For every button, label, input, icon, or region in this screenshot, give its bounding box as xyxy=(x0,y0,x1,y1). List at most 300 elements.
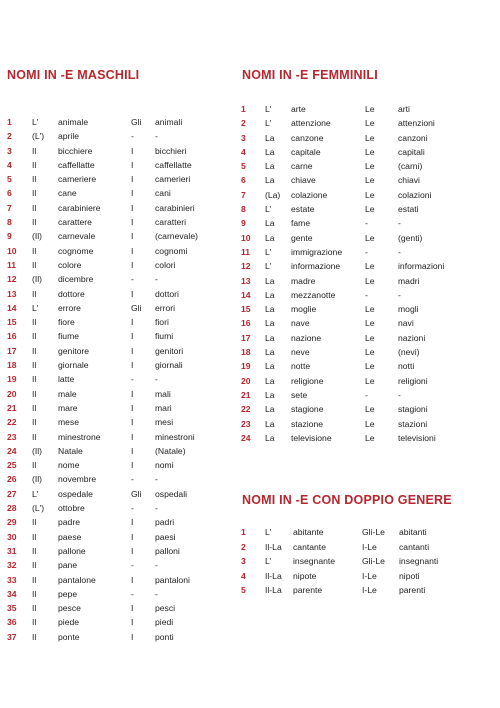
word-article: La xyxy=(265,347,275,358)
word-singular: colore xyxy=(58,259,82,270)
word-article: L' xyxy=(32,488,39,499)
word-number: 17 xyxy=(7,345,17,356)
word-plural-article: Le xyxy=(365,347,375,358)
word-plural: televisioni xyxy=(398,432,436,443)
word-plural-article: Gli xyxy=(131,302,142,313)
word-article: La xyxy=(265,432,275,443)
word-number: 18 xyxy=(241,347,251,358)
word-singular: animale xyxy=(58,117,89,127)
word-singular: cameriere xyxy=(58,174,97,185)
word-plural: mali xyxy=(155,388,171,399)
word-plural-article: I xyxy=(131,517,134,528)
word-singular: mese xyxy=(58,417,80,428)
word-article: Il xyxy=(32,617,37,628)
word-number: 34 xyxy=(7,588,17,599)
word-article: Il xyxy=(32,545,37,556)
word-number: 27 xyxy=(7,488,17,499)
word-plural-article: I xyxy=(131,259,134,270)
word-singular: colazione xyxy=(291,189,328,200)
word-singular: canzone xyxy=(291,132,324,143)
word-article: La xyxy=(265,161,275,172)
word-plural: - xyxy=(155,560,158,571)
word-singular: cantante xyxy=(293,541,326,552)
word-plural: nomi xyxy=(155,460,174,471)
word-plural-article: Gli-Le xyxy=(362,556,385,567)
word-singular: informazione xyxy=(291,261,341,272)
word-number: 36 xyxy=(7,617,17,628)
word-plural-article: - xyxy=(131,588,134,599)
word-singular: errore xyxy=(58,302,81,313)
word-article: L' xyxy=(265,118,272,129)
word-article: Il xyxy=(32,574,37,585)
word-plural: - xyxy=(398,389,401,400)
word-singular: ponte xyxy=(58,631,80,642)
word-plural: estati xyxy=(398,204,419,215)
word-singular: bicchiere xyxy=(58,145,93,156)
word-number: 10 xyxy=(7,245,17,256)
word-plural-article: I xyxy=(131,360,134,371)
word-article: La xyxy=(265,404,275,415)
word-article: La xyxy=(265,275,275,286)
word-plural-article: Le xyxy=(365,118,375,129)
word-article: Il xyxy=(32,531,37,542)
word-plural: animali xyxy=(155,117,183,127)
word-plural-article: - xyxy=(131,474,134,485)
word-plural: (Natale) xyxy=(155,445,186,456)
word-plural-article: Le xyxy=(365,161,375,172)
word-plural: - xyxy=(155,374,158,385)
word-number: 4 xyxy=(241,146,246,157)
word-singular: stazione xyxy=(291,418,324,429)
word-article: Il xyxy=(32,360,37,371)
word-plural-article: I xyxy=(131,245,134,256)
word-article: (L') xyxy=(32,131,45,142)
word-plural-article: Gli xyxy=(131,488,142,499)
word-article: La xyxy=(265,146,275,157)
word-singular: madre xyxy=(291,275,316,286)
word-singular: attenzione xyxy=(291,118,331,129)
word-plural: genitori xyxy=(155,345,184,356)
word-plural: (nevi) xyxy=(398,347,420,358)
word-singular: fiume xyxy=(58,331,80,342)
word-singular: male xyxy=(58,388,77,399)
word-plural-article: - xyxy=(131,560,134,571)
word-singular: estate xyxy=(291,204,315,215)
word-number: 18 xyxy=(7,360,17,371)
word-singular: cognome xyxy=(58,245,94,256)
word-article: Il xyxy=(32,431,37,442)
word-number: 25 xyxy=(7,460,17,471)
word-plural: cognomi xyxy=(155,245,188,256)
word-singular: televisione xyxy=(291,432,332,443)
word-number: 19 xyxy=(7,374,17,385)
word-article: La xyxy=(265,132,275,143)
word-singular: pesce xyxy=(58,603,81,614)
word-article: La xyxy=(265,175,275,186)
word-plural-article: I xyxy=(131,402,134,413)
word-singular: piede xyxy=(58,617,80,628)
word-plural: mogli xyxy=(398,304,419,315)
word-singular: giornale xyxy=(58,360,89,371)
word-number: 14 xyxy=(241,289,251,300)
word-plural-article: I xyxy=(131,431,134,442)
word-plural-article: I xyxy=(131,231,134,242)
word-plural-article: Le xyxy=(365,361,375,372)
word-plural: - xyxy=(155,503,158,514)
word-number: 23 xyxy=(7,431,17,442)
word-number: 3 xyxy=(241,132,246,143)
word-article: Il xyxy=(32,245,37,256)
word-number: 3 xyxy=(7,145,12,156)
word-plural: - xyxy=(398,218,401,229)
word-article: L' xyxy=(265,104,272,114)
word-plural-article: I xyxy=(131,445,134,456)
word-number: 16 xyxy=(7,331,17,342)
word-singular: chiave xyxy=(291,175,316,186)
word-plural: cantanti xyxy=(399,541,430,552)
word-number: 37 xyxy=(7,631,17,642)
word-article: Il xyxy=(32,402,37,413)
word-plural-article: - xyxy=(131,274,134,285)
word-article: Il xyxy=(32,560,37,571)
word-plural: paesi xyxy=(155,531,176,542)
heading-nomi-maschili: NOMI IN -E MASCHILI xyxy=(7,68,140,82)
word-article: La xyxy=(265,318,275,329)
word-number: 2 xyxy=(7,131,12,142)
word-article: La xyxy=(265,389,275,400)
word-plural: mesi xyxy=(155,417,174,428)
word-plural: attenzioni xyxy=(398,118,435,129)
word-number: 21 xyxy=(241,389,251,400)
word-plural-article: I xyxy=(131,417,134,428)
word-article: La xyxy=(265,375,275,386)
word-number: 14 xyxy=(7,302,17,313)
word-singular: novembre xyxy=(58,474,97,485)
word-number: 9 xyxy=(241,218,246,229)
word-plural: ospedali xyxy=(155,488,188,499)
word-plural-article: I xyxy=(131,288,134,299)
word-singular: pepe xyxy=(58,588,78,599)
word-plural-article: I-Le xyxy=(362,585,377,596)
word-number: 5 xyxy=(241,161,246,172)
word-plural: - xyxy=(155,274,158,285)
word-plural-article: Le xyxy=(365,404,375,415)
word-plural: navi xyxy=(398,318,414,329)
word-article: Il xyxy=(32,217,37,228)
word-plural: arti xyxy=(398,104,410,114)
word-number: 20 xyxy=(7,388,17,399)
word-plural-article: I-Le xyxy=(362,541,377,552)
word-article: La xyxy=(265,361,275,372)
word-article: L' xyxy=(265,246,272,257)
word-plural: abitanti xyxy=(399,527,427,537)
word-singular: insegnante xyxy=(293,556,336,567)
word-article: Il xyxy=(32,188,37,199)
word-plural-article: Le xyxy=(365,132,375,143)
word-plural: notti xyxy=(398,361,415,372)
word-plural-article: Le xyxy=(365,204,375,215)
word-number: 2 xyxy=(241,118,246,129)
word-number: 12 xyxy=(241,261,251,272)
word-number: 6 xyxy=(241,175,246,186)
word-singular: carnevale xyxy=(58,231,96,242)
word-number: 10 xyxy=(241,232,251,243)
word-singular: fame xyxy=(291,218,311,229)
word-plural: pesci xyxy=(155,603,176,614)
word-singular: religione xyxy=(291,375,324,386)
word-plural: stagioni xyxy=(398,404,428,415)
word-singular: ospedale xyxy=(58,488,93,499)
word-singular: ottobre xyxy=(58,503,85,514)
word-plural-article: I xyxy=(131,145,134,156)
word-plural: fiori xyxy=(155,317,169,328)
word-article: L' xyxy=(265,261,272,272)
word-article: Il xyxy=(32,603,37,614)
word-singular: moglie xyxy=(291,304,317,315)
word-plural: capitali xyxy=(398,146,425,157)
word-number: 22 xyxy=(241,404,251,415)
word-article: Il xyxy=(32,631,37,642)
word-plural-article: I xyxy=(131,388,134,399)
word-plural: minestroni xyxy=(155,431,195,442)
word-singular: caffellatte xyxy=(58,159,95,170)
word-number: 5 xyxy=(7,174,12,185)
word-plural-article: Le xyxy=(365,146,375,157)
word-singular: pallone xyxy=(58,545,86,556)
word-singular: nave xyxy=(291,318,310,329)
word-number: 30 xyxy=(7,531,17,542)
word-plural: - xyxy=(155,588,158,599)
word-singular: carattere xyxy=(58,217,92,228)
word-plural: nipoti xyxy=(399,570,420,581)
word-number: 4 xyxy=(7,159,12,170)
word-plural: piedi xyxy=(155,617,174,628)
word-article: Il xyxy=(32,517,37,528)
word-plural: - xyxy=(398,246,401,257)
word-number: 24 xyxy=(7,445,17,456)
word-plural-article: I xyxy=(131,331,134,342)
word-article: Il xyxy=(32,331,37,342)
word-number: 13 xyxy=(241,275,251,286)
word-plural-article: I xyxy=(131,545,134,556)
word-plural-article: I xyxy=(131,317,134,328)
word-plural-article: I xyxy=(131,603,134,614)
word-plural: mari xyxy=(155,402,172,413)
word-article: L' xyxy=(265,556,272,567)
word-article: Il xyxy=(32,374,37,385)
word-plural: caratteri xyxy=(155,217,187,228)
word-article: La xyxy=(265,232,275,243)
word-plural-article: Le xyxy=(365,232,375,243)
word-plural-article: Le xyxy=(365,375,375,386)
word-article: Il xyxy=(32,174,37,185)
word-article: (Il) xyxy=(32,274,43,285)
word-plural: padri xyxy=(155,517,175,528)
word-plural-article: Le xyxy=(365,275,375,286)
word-singular: mare xyxy=(58,402,78,413)
word-article: (Il) xyxy=(32,445,43,456)
word-number: 24 xyxy=(241,432,251,443)
word-number: 2 xyxy=(241,541,246,552)
word-singular: pane xyxy=(58,560,78,571)
word-number: 35 xyxy=(7,603,17,614)
word-plural: carabinieri xyxy=(155,202,195,213)
word-singular: padre xyxy=(58,517,80,528)
word-plural-article: I xyxy=(131,574,134,585)
word-plural-article: I xyxy=(131,617,134,628)
word-plural-article: I xyxy=(131,188,134,199)
word-plural: fiumi xyxy=(155,331,174,342)
word-article: Il xyxy=(32,417,37,428)
word-singular: sete xyxy=(291,389,308,400)
word-article: Il xyxy=(32,288,37,299)
word-number: 28 xyxy=(7,503,17,514)
word-number: 6 xyxy=(7,188,12,199)
word-plural: pantaloni xyxy=(155,574,190,585)
word-plural: nazioni xyxy=(398,332,426,343)
word-plural: insegnanti xyxy=(399,556,439,567)
heading-nomi-femminili: NOMI IN -E FEMMINILI xyxy=(242,68,378,82)
word-article: (Il) xyxy=(32,231,43,242)
word-plural: canzoni xyxy=(398,132,428,143)
word-plural-article: - xyxy=(365,218,368,229)
word-plural: chiavi xyxy=(398,175,420,186)
word-plural: parenti xyxy=(399,585,426,596)
word-number: 26 xyxy=(7,474,17,485)
word-number: 7 xyxy=(7,202,12,213)
word-plural: palloni xyxy=(155,545,180,556)
word-plural-article: - xyxy=(131,503,134,514)
word-singular: genitore xyxy=(58,345,90,356)
word-singular: carne xyxy=(291,161,313,172)
word-article: Il xyxy=(32,588,37,599)
word-number: 7 xyxy=(241,189,246,200)
word-plural: stazioni xyxy=(398,418,428,429)
word-singular: cane xyxy=(58,188,77,199)
word-article: (Il) xyxy=(32,474,43,485)
word-number: 11 xyxy=(7,259,17,270)
word-singular: aprile xyxy=(58,131,80,142)
word-singular: stagione xyxy=(291,404,324,415)
word-number: 1 xyxy=(241,104,246,114)
word-plural: (genti) xyxy=(398,232,423,243)
word-plural-article: Gli-Le xyxy=(362,527,385,537)
word-article: Il xyxy=(32,145,37,156)
word-plural-article: I xyxy=(131,174,134,185)
word-number: 15 xyxy=(241,304,251,315)
word-number: 32 xyxy=(7,560,17,571)
word-plural: - xyxy=(155,131,158,142)
word-number: 23 xyxy=(241,418,251,429)
word-singular: fiore xyxy=(58,317,75,328)
word-plural: bicchieri xyxy=(155,145,187,156)
word-plural-article: I xyxy=(131,345,134,356)
word-singular: gente xyxy=(291,232,313,243)
word-article: Il xyxy=(32,317,37,328)
word-singular: capitale xyxy=(291,146,321,157)
word-plural-article: - xyxy=(365,389,368,400)
word-plural-article: - xyxy=(365,289,368,300)
word-article: L' xyxy=(32,117,39,127)
word-singular: nazione xyxy=(291,332,322,343)
word-plural-article: - xyxy=(365,246,368,257)
word-singular: parente xyxy=(293,585,323,596)
word-number: 9 xyxy=(7,231,12,242)
word-singular: carabiniere xyxy=(58,202,101,213)
word-singular: immigrazione xyxy=(291,246,343,257)
word-plural: (carni) xyxy=(398,161,423,172)
word-singular: pantalone xyxy=(58,574,96,585)
word-singular: abitante xyxy=(293,527,324,537)
word-plural-article: Le xyxy=(365,418,375,429)
word-number: 1 xyxy=(241,527,246,537)
word-plural: ponti xyxy=(155,631,174,642)
word-article: L' xyxy=(265,527,272,537)
word-article: L' xyxy=(32,302,39,313)
word-article: Il xyxy=(32,460,37,471)
word-article: La xyxy=(265,418,275,429)
word-plural-article: I xyxy=(131,202,134,213)
word-article: Il-La xyxy=(265,541,282,552)
word-plural: religioni xyxy=(398,375,428,386)
word-article: Il-La xyxy=(265,585,282,596)
word-plural-article: Le xyxy=(365,332,375,343)
word-number: 3 xyxy=(241,556,246,567)
word-plural-article: I xyxy=(131,217,134,228)
word-singular: minestrone xyxy=(58,431,101,442)
word-number: 13 xyxy=(7,288,17,299)
word-plural-article: - xyxy=(131,374,134,385)
word-plural-article: I xyxy=(131,159,134,170)
word-number: 22 xyxy=(7,417,17,428)
word-number: 21 xyxy=(7,402,17,413)
word-number: 15 xyxy=(7,317,17,328)
word-article: Il-La xyxy=(265,570,282,581)
word-number: 33 xyxy=(7,574,17,585)
word-singular: paese xyxy=(58,531,82,542)
word-article: Il xyxy=(32,159,37,170)
word-article: Il xyxy=(32,202,37,213)
word-plural-article: I-Le xyxy=(362,570,377,581)
word-plural: colazioni xyxy=(398,189,432,200)
word-singular: mezzanotte xyxy=(291,289,336,300)
word-number: 5 xyxy=(241,585,246,596)
word-plural-article: I xyxy=(131,531,134,542)
word-plural: dottori xyxy=(155,288,179,299)
word-plural-article: Gli xyxy=(131,117,142,127)
word-plural: errori xyxy=(155,302,176,313)
word-article: La xyxy=(265,289,275,300)
word-plural-article: Le xyxy=(365,189,375,200)
word-plural-article: I xyxy=(131,460,134,471)
word-number: 8 xyxy=(241,204,246,215)
word-plural-article: Le xyxy=(365,175,375,186)
word-singular: nipote xyxy=(293,570,317,581)
word-singular: latte xyxy=(58,374,75,385)
word-singular: dottore xyxy=(58,288,85,299)
word-plural: madri xyxy=(398,275,420,286)
word-plural: - xyxy=(155,474,158,485)
word-plural: caffellatte xyxy=(155,159,192,170)
word-singular: neve xyxy=(291,347,310,358)
word-article: Il xyxy=(32,345,37,356)
heading-nomi-doppio-genere: NOMI IN -E CON DOPPIO GENERE xyxy=(242,493,452,507)
word-number: 11 xyxy=(241,246,251,257)
word-plural-article: Le xyxy=(365,318,375,329)
word-article: La xyxy=(265,218,275,229)
word-plural: colori xyxy=(155,259,176,270)
word-plural-article: Le xyxy=(365,304,375,315)
